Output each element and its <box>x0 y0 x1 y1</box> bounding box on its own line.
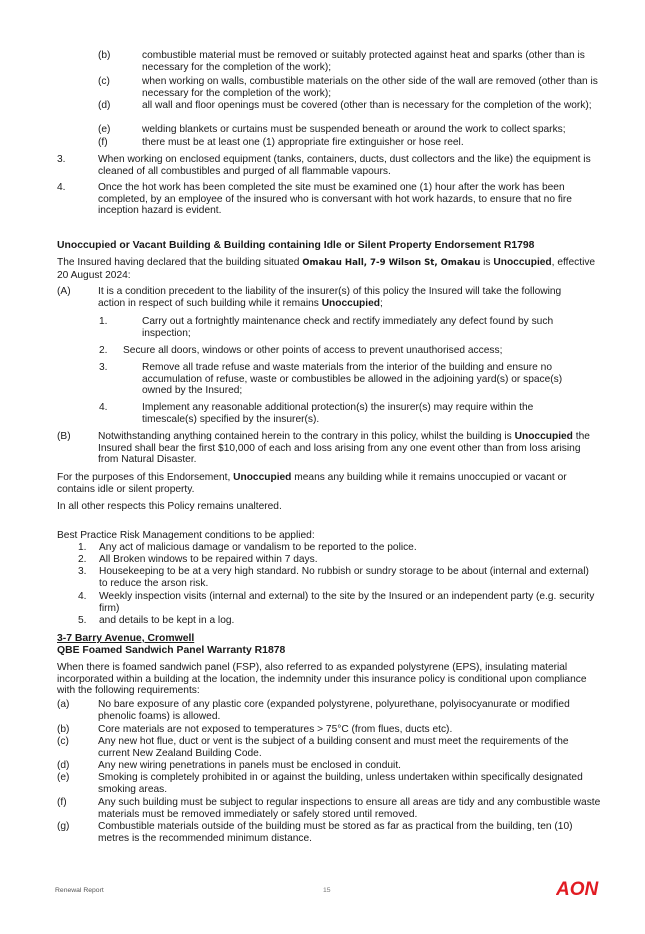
best-practice-heading: Best Practice Risk Management conditions to be applied: <box>57 530 315 541</box>
section-heading: Unoccupied or Vacant Building & Building containing Idle or Silent Property Endorsement R1798 <box>57 240 535 251</box>
condition-a: (A) It is a condition precedent to the liability of the insurer(s) of this policy the Insured will take the following action in respect of such building while it remains Unoccupied; <box>57 286 562 309</box>
intro-paragraph: When there is foamed sandwich panel (FSP), also referred to as expanded polystyrene (EPS), insulating material incorporated within a building at the location, the indemnity under this insurance policy is conditional upon compliance with the following requirements: <box>57 662 587 697</box>
list-item: 3. When working on enclosed equipment (tanks, containers, ducts, dust collectors and the like) the equipment is cleaned of all combustibles and purged of all flammable vapours. <box>57 154 591 177</box>
list-item: (e) Smoking is completely prohibited in or against the building, unless undertaken within specifically designated smoking areas. <box>57 772 583 795</box>
list-item: 2. All Broken windows to be repaired within 7 days. <box>78 554 318 565</box>
list-item: 3. Remove all trade refuse and waste materials from the interior of the building and ensure no accumulation of refuse, waste or combustibles be allowed in the adjoining yard(s) or space(s) owned by the Insured; <box>99 362 563 397</box>
list-item: (b) combustible material must be removed or suitably protected against heat and sparks (other than is necessary for the completion of the work); <box>98 50 585 73</box>
unaltered-paragraph: In all other respects this Policy remains unaltered. <box>57 501 282 512</box>
list-item: (c) when working on walls, combustible materials on the other side of the wall are removed (other than is necessary for the completion of the work); <box>98 76 598 99</box>
intro-paragraph: The Insured having declared that the building situated Omakau Hall, 7-9 Wilson St, Omakau is Unoccupied, effective 20 August 2024: <box>57 257 596 281</box>
footer-report-name: Renewal Report <box>55 887 104 894</box>
list-item: (d) all wall and floor openings must be covered (other than is necessary for the completion of the work); <box>98 100 592 111</box>
list-item: 1. Any act of malicious damage or vandalism to be reported to the police. <box>78 542 417 553</box>
list-item: 4. Weekly inspection visits (internal and external) to the site by the Insured or an independent party (e.g. security firm) <box>78 591 595 614</box>
list-item: (c) Any new hot flue, duct or vent is the subject of a building consent and must meet the requirements of the current New Zealand Building Code. <box>57 736 569 759</box>
list-item: 2. Secure all doors, windows or other points of access to prevent unauthorised access; <box>99 345 503 356</box>
list-item: 4. Once the hot work has been completed the site must be examined one (1) hour after the work has been completed, by an employee of the insured who is conversant with hot work hazards, to ensure that no fire inception hazard is evident. <box>57 182 572 217</box>
list-item: 1. Carry out a fortnightly maintenance check and rectify immediately any defect found by such inspection; <box>99 316 554 339</box>
list-item: (f) there must be at least one (1) appropriate fire extinguisher or hose reel. <box>98 137 464 148</box>
condition-b: (B) Notwithstanding anything contained herein to the contrary in this policy, whilst the building is Unoccupied the Insured shall bear the first $10,000 of each and loss arising from any one event other than from loss arising from Natural Disaster. <box>57 431 590 466</box>
list-item: (f) Any such building must be subject to regular inspections to ensure all areas are tidy and any combustible waste materials must be removed immediately or safely stored until removed. <box>57 797 601 820</box>
definition-paragraph: For the purposes of this Endorsement, Unoccupied means any building while it remains unoccupied or vacant or contains idle or silent property. <box>57 472 567 495</box>
aon-logo-icon <box>556 878 606 898</box>
list-item: (g) Combustible materials outside of the building must be stored as far as practical from the building, ten (10) metres is the recommended minimum distance. <box>57 821 573 844</box>
section-heading: QBE Foamed Sandwich Panel Warranty R1878 <box>57 645 286 656</box>
location-heading: 3-7 Barry Avenue, Cromwell <box>57 633 195 644</box>
list-item: (e) welding blankets or curtains must be suspended beneath or around the work to collect sparks; <box>98 124 566 135</box>
list-item: (d) Any new wiring penetrations in panels must be enclosed in conduit. <box>57 760 401 771</box>
list-item: 4. Implement any reasonable additional protection(s) the insurer(s) may require within the timescale(s) specified by the insurer(s). <box>99 402 534 425</box>
page-number: 15 <box>323 887 331 894</box>
logo-text: AON <box>556 879 599 898</box>
property-address: Omakau Hall, 7-9 Wilson St, Omakau <box>302 258 481 268</box>
list-item: 5. and details to be kept in a log. <box>78 615 235 626</box>
list-item: (b) Core materials are not exposed to temperatures > 75°C (from flues, ducts etc). <box>57 724 453 735</box>
list-item: 3. Housekeeping to be at a very high standard. No rubbish or sundry storage to be about (internal and external) to reduce the arson risk. <box>78 566 589 589</box>
list-item: (a) No bare exposure of any plastic core (expanded polystyrene, polyurethane, polyisocyanurate or modified phenolic foams) is allowed. <box>57 699 570 722</box>
